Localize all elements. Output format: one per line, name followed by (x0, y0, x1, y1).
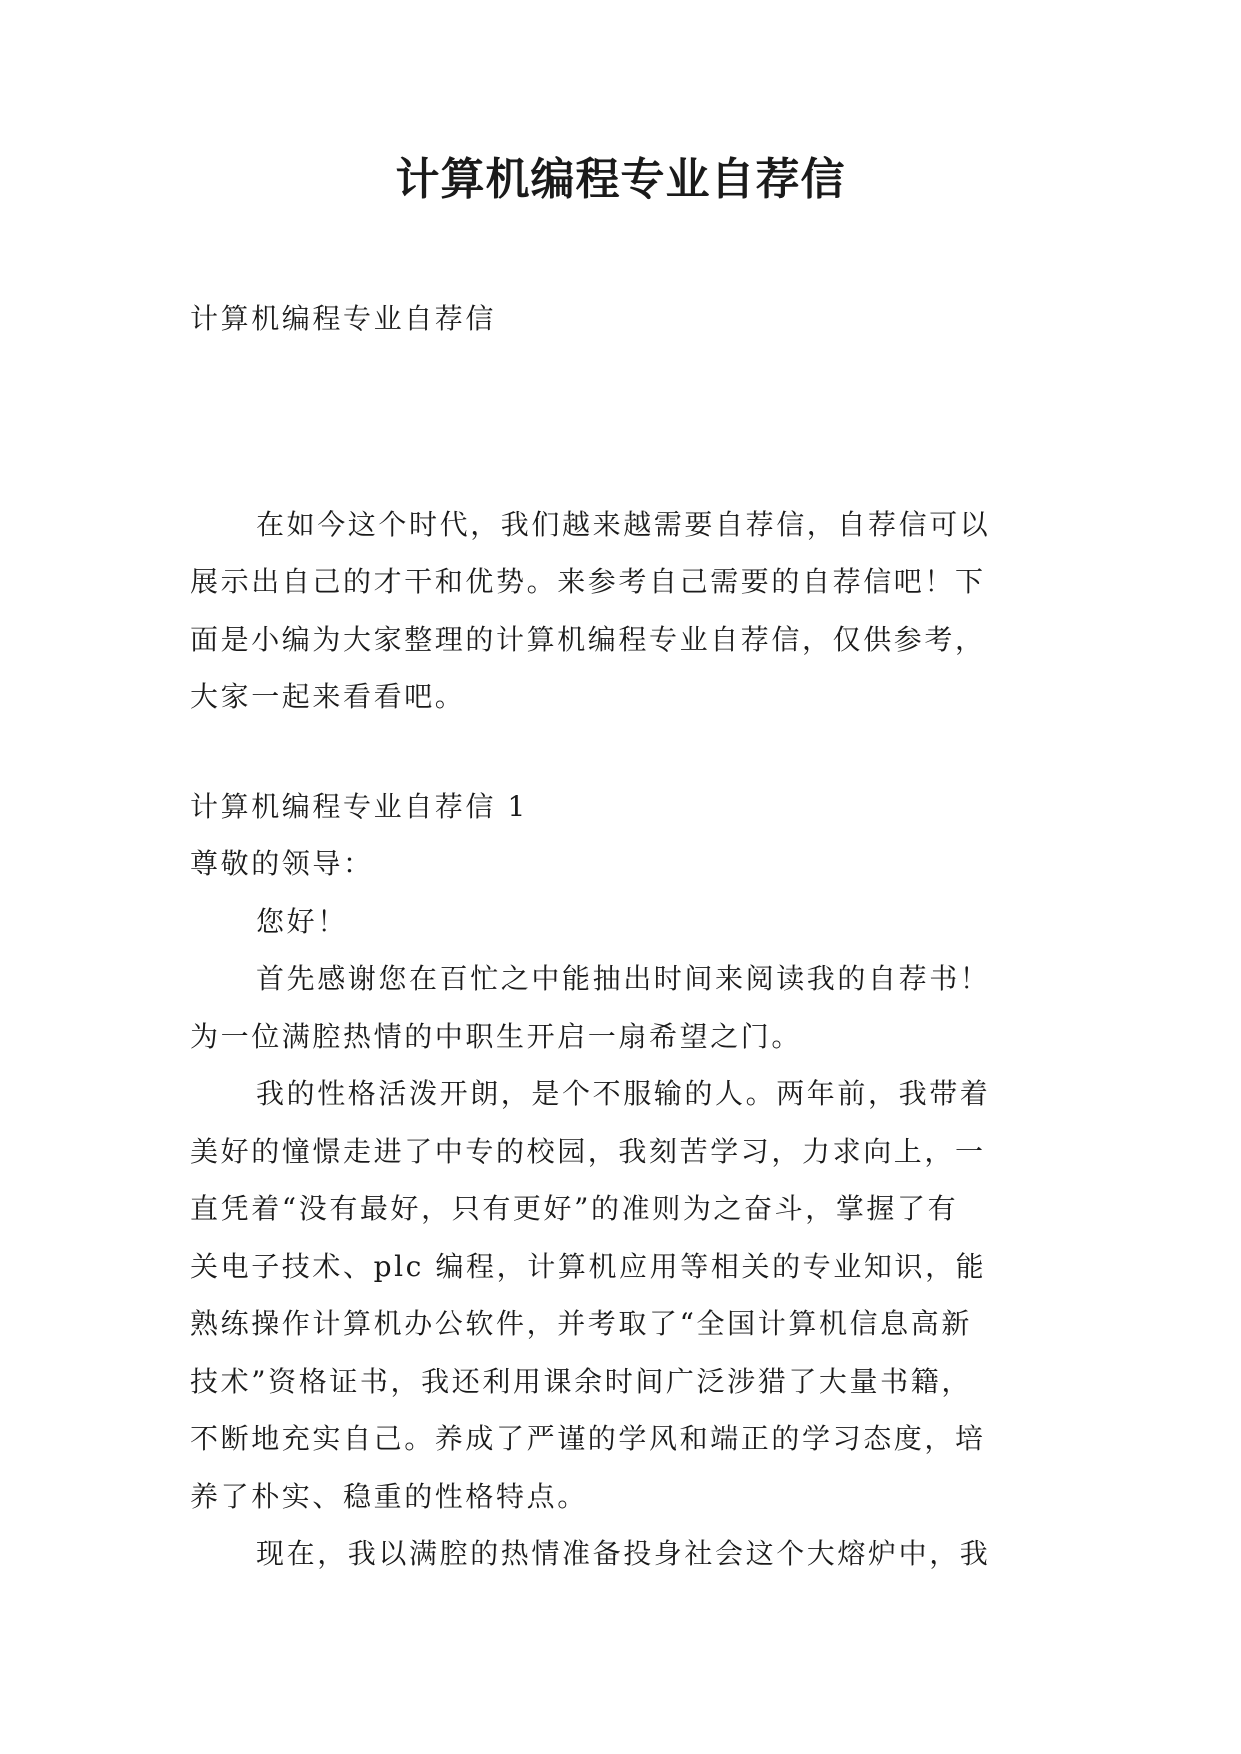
intro-paragraph (190, 496, 1052, 726)
paragraph-line: 关电子技术、plc 编程，计算机应用等相关的专业知识，能 (190, 1249, 987, 1283)
paragraph-line: 技术”资格证书，我还利用课余时间广泛涉猎了大量书籍， (190, 1364, 972, 1398)
intro-line: 在如今这个时代，我们越来越需要自荐信，自荐信可以 (256, 507, 991, 541)
paragraph-line: 直凭着“没有最好，只有更好”的准则为之奋斗，掌握了有 (190, 1192, 959, 1225)
document-title: 计算机编程专业自荐信 (395, 154, 846, 205)
paragraph-line: 现在，我以满腔的热情准备投身社会这个大熔炉中，我 (256, 1537, 991, 1570)
paragraph-line: 养了朴实、稳重的性格特点。 (190, 1479, 588, 1513)
paragraph-line: 首先感谢您在百忙之中能抽出时间来阅读我的自荐书！ (256, 962, 991, 995)
body-paragraph-2 (190, 1065, 1052, 1525)
document-body (190, 290, 1052, 1583)
salutation: 尊敬的领导： (190, 847, 374, 880)
spacer (190, 726, 1052, 778)
body-paragraph-3 (190, 1525, 1052, 1583)
section-heading: 计算机编程专业自荐信 1 (190, 789, 528, 823)
paragraph-line: 我的性格活泼开朗，是个不服输的人。两年前，我带着 (256, 1077, 991, 1110)
paragraph-line: 美好的憧憬走进了中专的校园，我刻苦学习，力求向上，一 (190, 1134, 986, 1168)
intro-line: 展示出自己的才干和优势。来参考自己需要的自荐信吧！下 (190, 565, 986, 598)
paragraph-line: 不断地充实自己。养成了严谨的学风和端正的学习态度，培 (190, 1422, 986, 1455)
paragraph-line: 为一位满腔热情的中职生开启一扇希望之门。 (190, 1019, 803, 1053)
greeting: 您好！ (256, 904, 348, 938)
intro-line: 面是小编为大家整理的计算机编程专业自荐信，仅供参考， (190, 622, 986, 656)
paragraph-line: 熟练操作计算机办公软件，并考取了“全国计算机信息高新 (190, 1307, 972, 1340)
document-subtitle: 计算机编程专业自荐信 (190, 302, 497, 335)
spacer (190, 348, 1052, 496)
intro-line: 大家一起来看看吧。 (190, 680, 466, 713)
body-paragraph-1 (190, 950, 1052, 1065)
